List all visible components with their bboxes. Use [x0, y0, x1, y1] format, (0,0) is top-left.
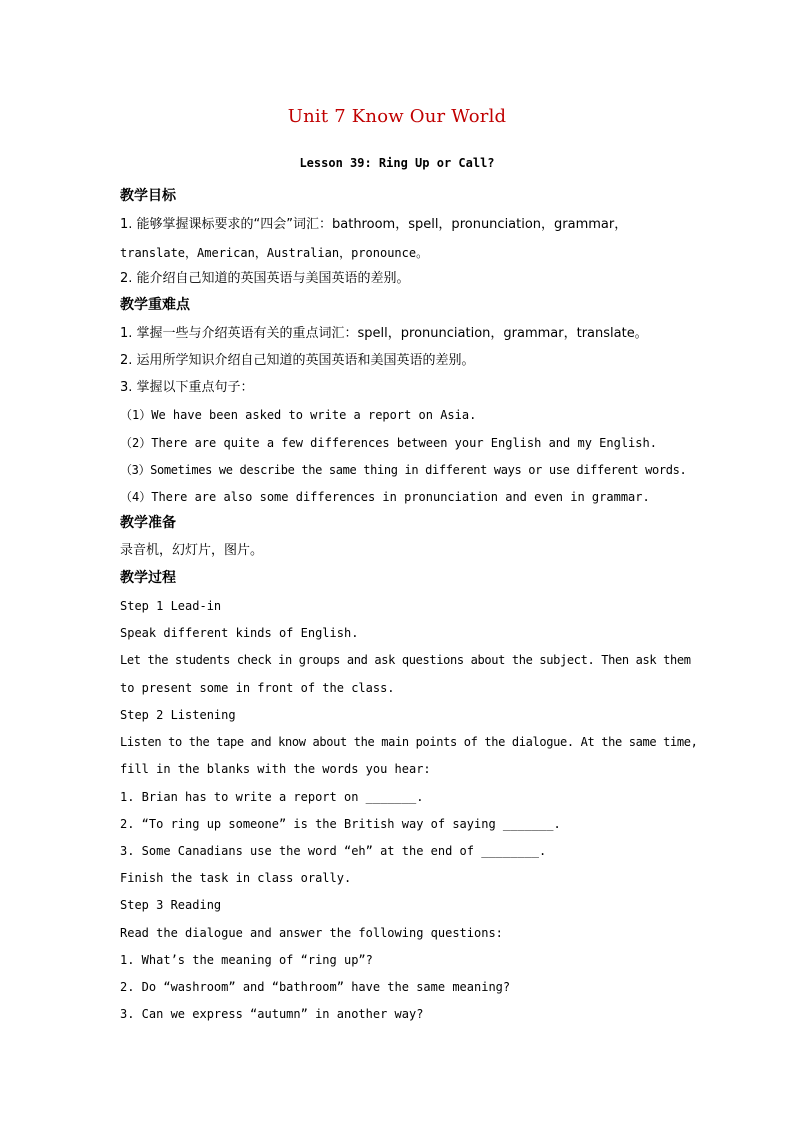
- key-sentence-4: （4）There are also some differences in pronunciation and even in grammar.: [120, 490, 650, 504]
- step1-line-1: Speak different kinds of English.: [120, 626, 359, 640]
- step1-line-3: to present some in front of the class.: [120, 681, 395, 695]
- key-sentence-1: （1）We have been asked to write a report on Asia.: [120, 408, 477, 422]
- key-sentence-3: （3）Sometimes we describe the same thing in different ways or use different words.: [120, 463, 687, 477]
- objectives-item-2: 2. 能介绍自己知道的英国英语与美国英语的差别。: [120, 271, 410, 286]
- step2-line-2: fill in the blanks with the words you hear:: [120, 762, 431, 776]
- objectives-item-1-cont: translate，American，Australian，pronounce。: [120, 246, 429, 260]
- preparation-heading: 教学准备: [120, 515, 176, 531]
- key-points-item-2: 2. 运用所学知识介绍自己知道的英国英语和美国英语的差别。: [120, 353, 475, 368]
- step2-line-3: Finish the task in class orally.: [120, 871, 352, 885]
- step3-title: Step 3 Reading: [120, 898, 222, 912]
- preparation-text: 录音机，幻灯片，图片。: [120, 543, 264, 558]
- step3-question-2: 2. Do “washroom” and “bathroom” have the same meaning?: [120, 980, 511, 994]
- step3-question-3: 3. Can we express “autumn” in another way?: [120, 1007, 424, 1021]
- key-sentence-2: （2）There are quite a few differences between your English and my English.: [120, 436, 657, 450]
- page-title: Unit 7 Know Our World: [287, 106, 507, 127]
- objectives-item-1: 1. 能够掌握课标要求的“四会”词汇：bathroom，spell，pronunciation，grammar，: [120, 217, 628, 232]
- lesson-subtitle: Lesson 39: Ring Up or Call?: [299, 156, 495, 170]
- step2-question-1: 1. Brian has to write a report on _______.: [120, 790, 424, 804]
- step1-title: Step 1 Lead-in: [120, 599, 222, 613]
- step2-title: Step 2 Listening: [120, 708, 236, 722]
- step3-question-1: 1. What’s the meaning of “ring up”?: [120, 953, 373, 967]
- key-points-heading: 教学重难点: [120, 297, 190, 313]
- process-heading: 教学过程: [120, 570, 176, 586]
- objectives-heading: 教学目标: [120, 188, 176, 204]
- step2-question-2: 2. “To ring up someone” is the British way of saying _______.: [120, 817, 561, 831]
- step2-question-3: 3. Some Canadians use the word “eh” at the end of ________.: [120, 844, 547, 858]
- key-points-item-3: 3. 掌握以下重点句子：: [120, 380, 254, 395]
- key-points-item-1: 1. 掌握一些与介绍英语有关的重点词汇：spell，pronunciation，grammar，translate。: [120, 326, 648, 341]
- step1-line-2: Let the students check in groups and ask questions about the subject. Then ask them: [120, 653, 691, 667]
- step3-line-1: Read the dialogue and answer the following questions:: [120, 926, 503, 940]
- step2-line-1: Listen to the tape and know about the main points of the dialogue. At the same time,: [120, 735, 698, 749]
